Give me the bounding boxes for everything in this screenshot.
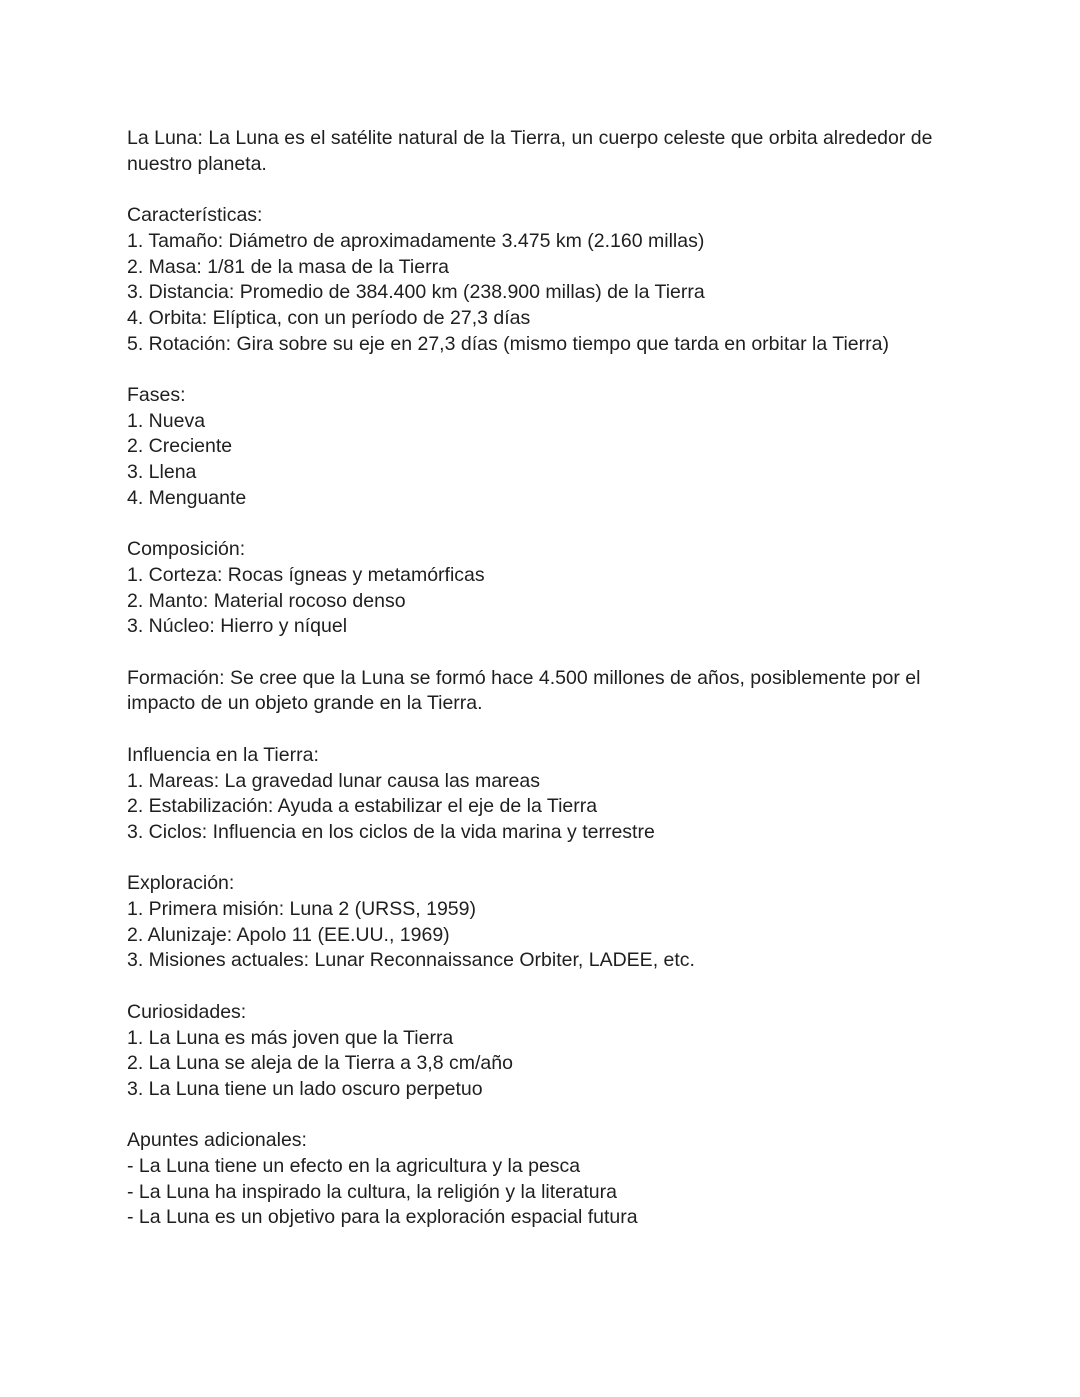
intro-line: La Luna: La Luna es el satélite natural de la Tierra, un cuerpo celeste que orbita alrededor de [127, 127, 933, 149]
list-item: - La Luna ha inspirado la cultura, la religión y la literatura [127, 1180, 617, 1203]
section-heading: Exploración: [127, 872, 235, 895]
section-heading: Influencia en la Tierra: [127, 743, 319, 766]
list-item: 5. Rotación: Gira sobre su eje en 27,3 días (mismo tiempo que tarda en orbitar la Tierra) [127, 332, 889, 355]
section-heading: Fases: [127, 384, 186, 406]
paragraph-gap [127, 177, 957, 203]
list-item: 2. Creciente [127, 435, 233, 458]
document-body [127, 126, 957, 1231]
list-item: 2. La Luna se aleja de la Tierra a 3,8 cm/año [127, 1052, 513, 1075]
paragraph-gap [127, 512, 957, 538]
formacion-line: Formación: Se cree que la Luna se formó hace 4.500 millones de años, posiblemente por el [127, 666, 921, 689]
list-item: - La Luna tiene un efecto en la agricultura y la pesca [127, 1155, 581, 1177]
list-item: 2. Masa: 1/81 de la masa de la Tierra [127, 255, 449, 278]
list-item: 3. Distancia: Promedio de 384.400 km (238.900 millas) de la Tierra [127, 281, 705, 304]
list-item: 3. Llena [127, 461, 197, 484]
list-item: 3. Ciclos: Influencia en los ciclos de la vida marina y terrestre [127, 820, 655, 843]
section-heading: Características: [127, 204, 263, 227]
paragraph-gap [127, 357, 957, 383]
list-item: 1. Mareas: La gravedad lunar causa las mareas [127, 769, 540, 792]
list-item: - La Luna es un objetivo para la exploración espacial futura [127, 1206, 638, 1229]
paragraph-gap [127, 974, 957, 1000]
list-item: 2. Manto: Material rocoso denso [127, 589, 406, 612]
list-item: 1. Corteza: Rocas ígneas y metamórficas [127, 563, 485, 586]
list-item: 1. Primera misión: Luna 2 (URSS, 1959) [127, 898, 476, 920]
paragraph-gap [127, 640, 957, 666]
list-item: 3. Misiones actuales: Lunar Reconnaissance Orbiter, LADEE, etc. [127, 949, 695, 972]
section-heading: Apuntes adicionales: [127, 1129, 307, 1152]
section-heading: Curiosidades: [127, 1000, 247, 1023]
curiosidades-section [127, 1000, 957, 1103]
list-item: 2. Estabilización: Ayuda a estabilizar el eje de la Tierra [127, 795, 598, 818]
exploracion-section [127, 871, 957, 974]
influencia-section [127, 743, 957, 846]
list-item: 3. La Luna tiene un lado oscuro perpetuo [127, 1077, 483, 1100]
paragraph-gap [127, 846, 957, 872]
apuntes-section [127, 1128, 957, 1231]
list-item: 1. La Luna es más joven que la Tierra [127, 1026, 454, 1049]
formacion-line: impacto de un objeto grande en la Tierra. [127, 692, 483, 715]
list-item: 1. Tamaño: Diámetro de aproximadamente 3.475 km (2.160 millas) [127, 229, 705, 252]
list-item: 2. Alunizaje: Apolo 11 (EE.UU., 1969) [127, 923, 450, 946]
composicion-section [127, 537, 957, 640]
formacion-paragraph [127, 666, 957, 717]
intro-paragraph [127, 126, 957, 177]
caracteristicas-section [127, 203, 957, 357]
fases-section [127, 383, 957, 512]
paragraph-gap [127, 717, 957, 743]
list-item: 1. Nueva [127, 409, 206, 432]
section-heading: Composición: [127, 538, 246, 561]
paragraph-gap [127, 1103, 957, 1129]
list-item: 4. Menguante [127, 486, 247, 509]
list-item: 4. Orbita: Elíptica, con un período de 27,3 días [127, 306, 531, 329]
list-item: 3. Núcleo: Hierro y níquel [127, 615, 348, 638]
intro-line: nuestro planeta. [127, 152, 267, 175]
